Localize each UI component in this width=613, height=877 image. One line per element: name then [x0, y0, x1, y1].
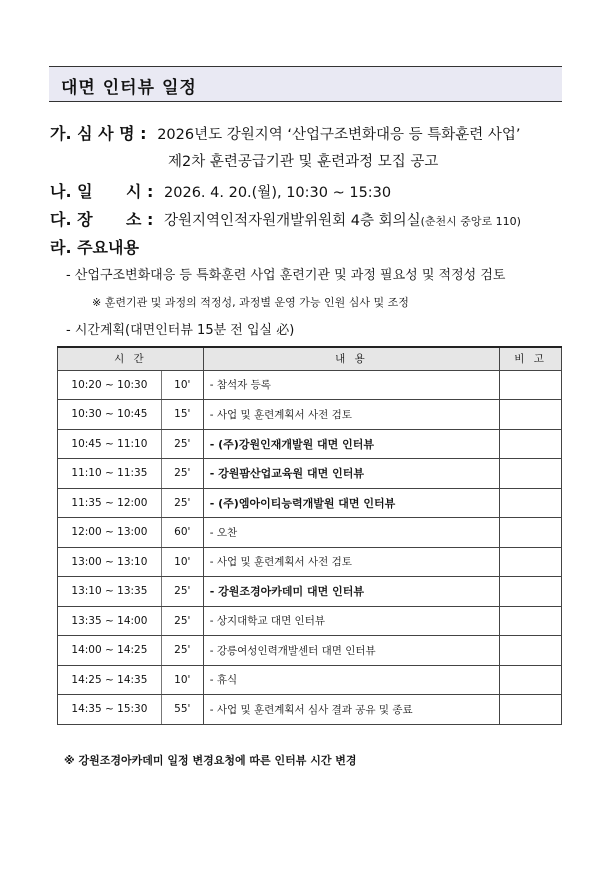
content-cell: - 참석자 등록	[203, 370, 499, 400]
time-cell: 13:10 ~ 13:35	[58, 577, 162, 607]
time-cell: 11:10 ~ 11:35	[58, 459, 162, 489]
remark-cell	[500, 636, 562, 666]
content-cell: - 사업 및 훈련계획서 사전 검토	[203, 547, 499, 577]
info-value-place-address: (춘천시 중앙로 110)	[420, 215, 521, 228]
duration-cell: 25'	[161, 577, 203, 607]
duration-cell: 60'	[161, 518, 203, 548]
table-body	[58, 370, 562, 724]
info-main-content	[50, 235, 139, 258]
duration-cell: 55'	[161, 695, 203, 725]
info-value-datetime: 2026. 4. 20.(월), 10:30 ~ 15:30	[164, 185, 392, 201]
table-row	[58, 636, 562, 666]
remark-cell	[500, 459, 562, 489]
remark-cell	[500, 429, 562, 459]
content-cell: - 강릉여성인력개발센터 대면 인터뷰	[203, 636, 499, 666]
schedule-table	[57, 346, 562, 725]
remark-cell	[500, 518, 562, 548]
table-row	[58, 518, 562, 548]
content-cell: - 상지대학교 대면 인터뷰	[203, 606, 499, 636]
content-cell: - 사업 및 훈련계획서 심사 결과 공유 및 종료	[203, 695, 499, 725]
time-cell: 14:25 ~ 14:35	[58, 665, 162, 695]
info-value-place: 강원지역인적자원개발위원회 4층 회의실	[164, 213, 421, 229]
time-cell: 10:30 ~ 10:45	[58, 400, 162, 430]
table-row	[58, 429, 562, 459]
time-cell: 12:00 ~ 13:00	[58, 518, 162, 548]
remark-cell	[500, 400, 562, 430]
info-label-main: 라. 주요내용	[50, 238, 139, 257]
info-label-place: 다. 장 소 :	[50, 210, 154, 229]
info-label-datetime: 나. 일 시 :	[50, 182, 154, 201]
time-cell: 14:35 ~ 15:30	[58, 695, 162, 725]
header-remark: 비 고	[500, 347, 562, 370]
info-value-review-line1: 2026년도 강원지역 ‘산업구조변화대응 등 특화훈련 사업’	[157, 127, 521, 143]
duration-cell: 10'	[161, 665, 203, 695]
table-row	[58, 606, 562, 636]
table-row	[58, 665, 562, 695]
duration-cell: 10'	[161, 370, 203, 400]
remark-cell	[500, 547, 562, 577]
table-row	[58, 547, 562, 577]
remark-cell	[500, 606, 562, 636]
table-row	[58, 459, 562, 489]
title-box	[49, 66, 562, 102]
remark-cell	[500, 695, 562, 725]
time-cell: 10:45 ~ 11:10	[58, 429, 162, 459]
remark-cell	[500, 665, 562, 695]
info-review-name	[50, 121, 521, 144]
bullet-schedule: - 시간계획(대면인터뷰 15분 전 입실 必)	[66, 323, 295, 338]
table-row	[58, 370, 562, 400]
table-row	[58, 695, 562, 725]
header-content: 내 용	[203, 347, 499, 370]
header-time: 시 간	[58, 347, 204, 370]
duration-cell: 25'	[161, 636, 203, 666]
content-cell: - 강원조경아카데미 대면 인터뷰	[203, 577, 499, 607]
bullet-review: - 산업구조변화대응 등 특화훈련 사업 훈련기관 및 과정 필요성 및 적정성 검토	[66, 268, 506, 283]
time-cell: 14:00 ~ 14:25	[58, 636, 162, 666]
duration-cell: 10'	[161, 547, 203, 577]
content-cell: - (주)엠아이티능력개발원 대면 인터뷰	[203, 488, 499, 518]
note-review: ※ 훈련기관 및 과정의 적정성, 과정별 운영 가능 인원 심사 및 조정	[92, 296, 409, 309]
content-cell: - 오찬	[203, 518, 499, 548]
time-cell: 11:35 ~ 12:00	[58, 488, 162, 518]
footnote: ※ 강원조경아카데미 일정 변경요청에 따른 인터뷰 시간 변경	[64, 754, 357, 767]
remark-cell	[500, 488, 562, 518]
duration-cell: 25'	[161, 459, 203, 489]
table-row	[58, 488, 562, 518]
duration-cell: 25'	[161, 488, 203, 518]
page-title: 대면 인터뷰 일정	[61, 78, 197, 98]
content-cell: - 사업 및 훈련계획서 사전 검토	[203, 400, 499, 430]
content-cell: - 휴식	[203, 665, 499, 695]
content-cell: - 강원팜산업교육원 대면 인터뷰	[203, 459, 499, 489]
info-label-review: 가. 심 사 명 :	[50, 124, 147, 143]
duration-cell: 25'	[161, 606, 203, 636]
duration-cell: 25'	[161, 429, 203, 459]
info-place	[50, 207, 521, 230]
duration-cell: 15'	[161, 400, 203, 430]
table-row	[58, 577, 562, 607]
time-cell: 13:35 ~ 14:00	[58, 606, 162, 636]
remark-cell	[500, 370, 562, 400]
time-cell: 10:20 ~ 10:30	[58, 370, 162, 400]
info-datetime	[50, 179, 391, 202]
info-value-review-line2: 제2차 훈련공급기관 및 훈련과정 모집 공고	[168, 154, 439, 170]
table-header-row	[58, 347, 562, 370]
content-cell: - (주)강원인재개발원 대면 인터뷰	[203, 429, 499, 459]
table-row	[58, 400, 562, 430]
remark-cell	[500, 577, 562, 607]
time-cell: 13:00 ~ 13:10	[58, 547, 162, 577]
